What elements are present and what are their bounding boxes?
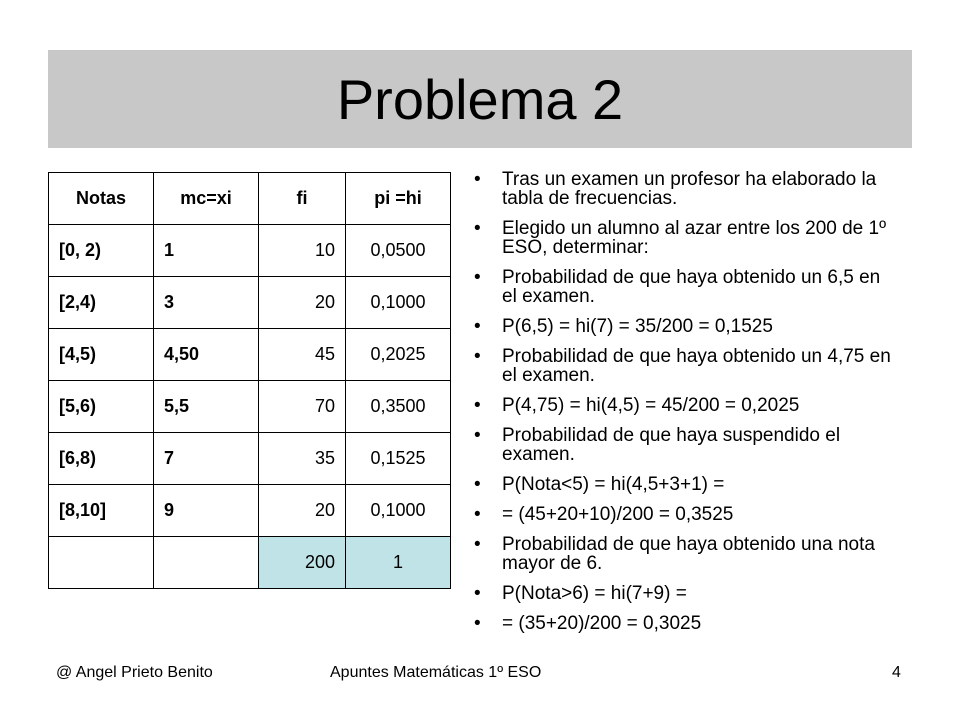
cell-pi: 0,1000	[346, 485, 451, 537]
cell-fi: 10	[259, 225, 346, 277]
cell-fi: 70	[259, 381, 346, 433]
bullet-item: • Probabilidad de que haya obtenido un 6,5 en el examen.	[468, 268, 898, 306]
cell-fi: 20	[259, 485, 346, 537]
cell-fi: 35	[259, 433, 346, 485]
slide-title: Problema 2	[336, 67, 624, 131]
cell-pi: 0,1000	[346, 277, 451, 329]
frequency-table	[48, 172, 451, 589]
cell-notas: [6,8)	[49, 433, 154, 485]
cell-total-empty	[154, 537, 259, 589]
table-row	[49, 225, 451, 277]
footer-page-number: 4	[892, 664, 901, 681]
cell-pi: 0,0500	[346, 225, 451, 277]
bullet-item: • P(4,75) = hi(4,5) = 45/200 = 0,2025	[468, 396, 898, 415]
table-row	[49, 277, 451, 329]
bullet-item: • Elegido un alumno al azar entre los 200 de 1º ESO, determinar:	[468, 219, 898, 257]
cell-pi: 0,3500	[346, 381, 451, 433]
cell-mc: 4,50	[154, 329, 259, 381]
cell-total-empty	[49, 537, 154, 589]
table-row	[49, 381, 451, 433]
table-header-row	[49, 173, 451, 225]
bullet-item: • Tras un examen un profesor ha elaborado la tabla de frecuencias.	[468, 170, 898, 208]
bullet-item: • Probabilidad de que haya suspendido el examen.	[468, 426, 898, 464]
bullet-list	[468, 170, 898, 644]
cell-notas: [5,6)	[49, 381, 154, 433]
cell-fi: 45	[259, 329, 346, 381]
footer-author: @ Angel Prieto Benito	[56, 664, 213, 681]
bullet-item: • = (35+20)/200 = 0,3025	[468, 614, 898, 633]
cell-mc: 1	[154, 225, 259, 277]
bullet-item: • P(Nota<5) = hi(4,5+3+1) =	[468, 475, 898, 494]
table-row	[49, 329, 451, 381]
table-row	[49, 433, 451, 485]
bullet-item: • = (45+20+10)/200 = 0,3525	[468, 505, 898, 524]
table-totals-row	[49, 537, 451, 589]
cell-fi: 20	[259, 277, 346, 329]
title-bar	[48, 50, 912, 148]
cell-pi: 0,2025	[346, 329, 451, 381]
bullet-item: • P(Nota>6) = hi(7+9) =	[468, 584, 898, 603]
bullet-item: • P(6,5) = hi(7) = 35/200 = 0,1525	[468, 317, 898, 336]
cell-notas: [4,5)	[49, 329, 154, 381]
cell-mc: 9	[154, 485, 259, 537]
header-fi: fi	[259, 173, 346, 225]
cell-notas: [2,4)	[49, 277, 154, 329]
cell-mc: 7	[154, 433, 259, 485]
cell-notas: [8,10]	[49, 485, 154, 537]
header-notas: Notas	[49, 173, 154, 225]
bullet-item: • Probabilidad de que haya obtenido una nota mayor de 6.	[468, 535, 898, 573]
header-mc: mc=xi	[154, 173, 259, 225]
cell-mc: 3	[154, 277, 259, 329]
cell-total-pi: 1	[346, 537, 451, 589]
footer-course: Apuntes Matemáticas 1º ESO	[330, 664, 542, 681]
table-row	[49, 485, 451, 537]
cell-notas: [0, 2)	[49, 225, 154, 277]
bullet-item: • Probabilidad de que haya obtenido un 4,75 en el examen.	[468, 347, 898, 385]
header-pi: pi =hi	[346, 173, 451, 225]
cell-total-fi: 200	[259, 537, 346, 589]
cell-mc: 5,5	[154, 381, 259, 433]
cell-pi: 0,1525	[346, 433, 451, 485]
